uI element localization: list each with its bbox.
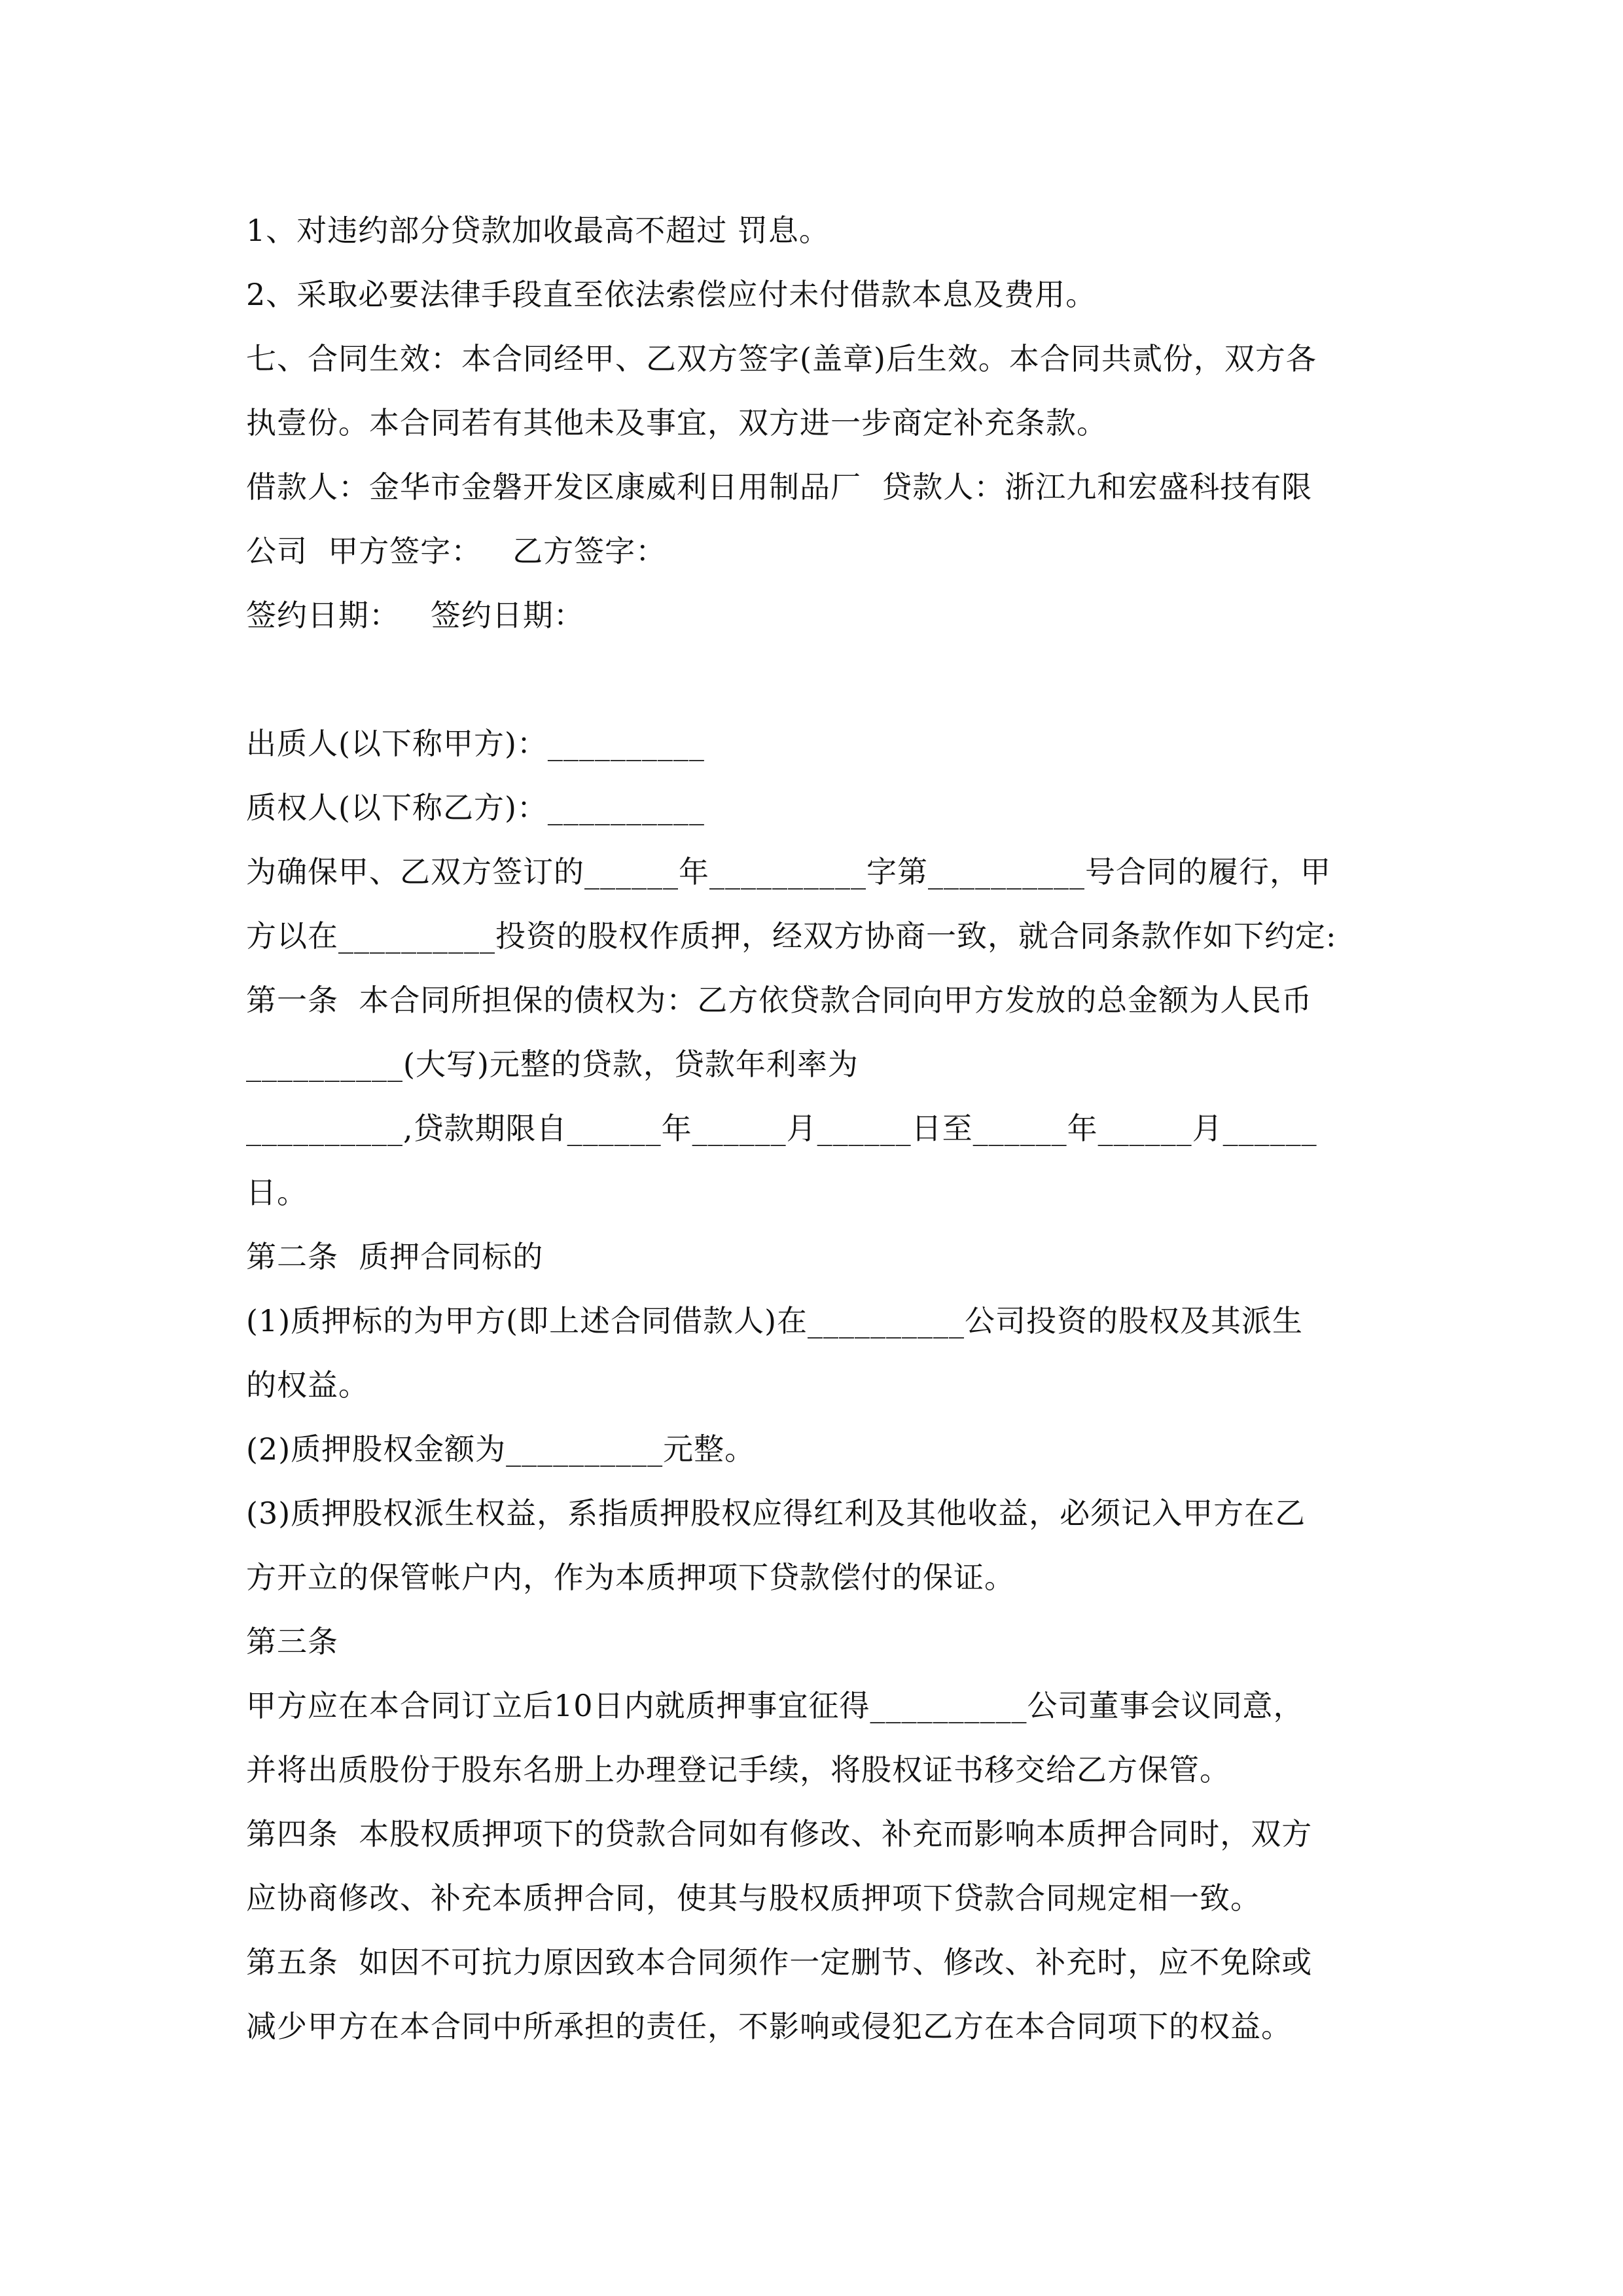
- text-line: (1)质押标的为甲方(即上述合同借款人)在__________公司投资的股权及其派生: [246, 1303, 1304, 1338]
- text-line: 应协商修改、补充本质押合同，使其与股权质押项下贷款合同规定相一致。: [246, 1880, 1261, 1916]
- text-line: (2)质押股权金额为__________元整。: [246, 1431, 756, 1467]
- text-line: 日。: [246, 1175, 308, 1210]
- text-line: 第一条 本合同所担保的债权为：乙方依贷款合同向甲方发放的总金额为人民币: [246, 982, 1313, 1018]
- text-line: 签约日期： 签约日期：: [246, 598, 584, 633]
- text-line: 七、合同生效：本合同经甲、乙双方签字(盖章)后生效。本合同共贰份，双方各: [246, 341, 1317, 376]
- text-line: 出质人(以下称甲方)：__________: [246, 726, 705, 761]
- text-line: __________(大写)元整的贷款，贷款年利率为: [246, 1047, 859, 1082]
- text-line: 方开立的保管帐户内，作为本质押项下贷款偿付的保证。: [246, 1560, 1015, 1595]
- text-line: 并将出质股份于股东名册上办理登记手续，将股权证书移交给乙方保管。: [246, 1752, 1230, 1787]
- text-line: 质权人(以下称乙方)：__________: [246, 790, 705, 825]
- text-line: 公司 甲方签字： 乙方签字：: [246, 533, 667, 569]
- text-line: 第三条: [246, 1624, 338, 1659]
- text-line: 方以在__________投资的股权作质押，经双方协商一致，就合同条款作如下约定:: [246, 918, 1337, 954]
- text-line: 甲方应在本合同订立后10日内就质押事宜征得__________公司董事会议同意，: [246, 1688, 1304, 1723]
- text-line: 为确保甲、乙双方签订的______年__________字第__________号合同的履行，甲: [246, 854, 1331, 889]
- text-line: (3)质押股权派生权益，系指质押股权应得红利及其他收益，必须记入甲方在乙: [246, 1496, 1306, 1531]
- text-line: 1、对违约部分贷款加收最高不超过 罚息。: [246, 213, 830, 248]
- text-line: 第五条 如因不可抗力原因致本合同须作一定删节、修改、补充时，应不免除或: [246, 1945, 1313, 1980]
- text-line: 第二条 质押合同标的: [246, 1239, 544, 1274]
- text-line: 减少甲方在本合同中所承担的责任，不影响或侵犯乙方在本合同项下的权益。: [246, 2009, 1292, 2044]
- text-line: 借款人：金华市金磐开发区康威利日用制品厂 贷款人：浙江九和宏盛科技有限: [246, 469, 1313, 505]
- text-line: 执壹份。本合同若有其他未及事宜，双方进一步商定补充条款。: [246, 405, 1107, 440]
- text-line: 第四条 本股权质押项下的贷款合同如有修改、补充而影响本质押合同时，双方: [246, 1816, 1313, 1852]
- text-line: 2、采取必要法律手段直至依法索偿应付未付借款本息及费用。: [246, 277, 1097, 312]
- text-line: __________,贷款期限自______年______月______日至______年______月______: [246, 1111, 1317, 1146]
- text-line: 的权益。: [246, 1367, 369, 1403]
